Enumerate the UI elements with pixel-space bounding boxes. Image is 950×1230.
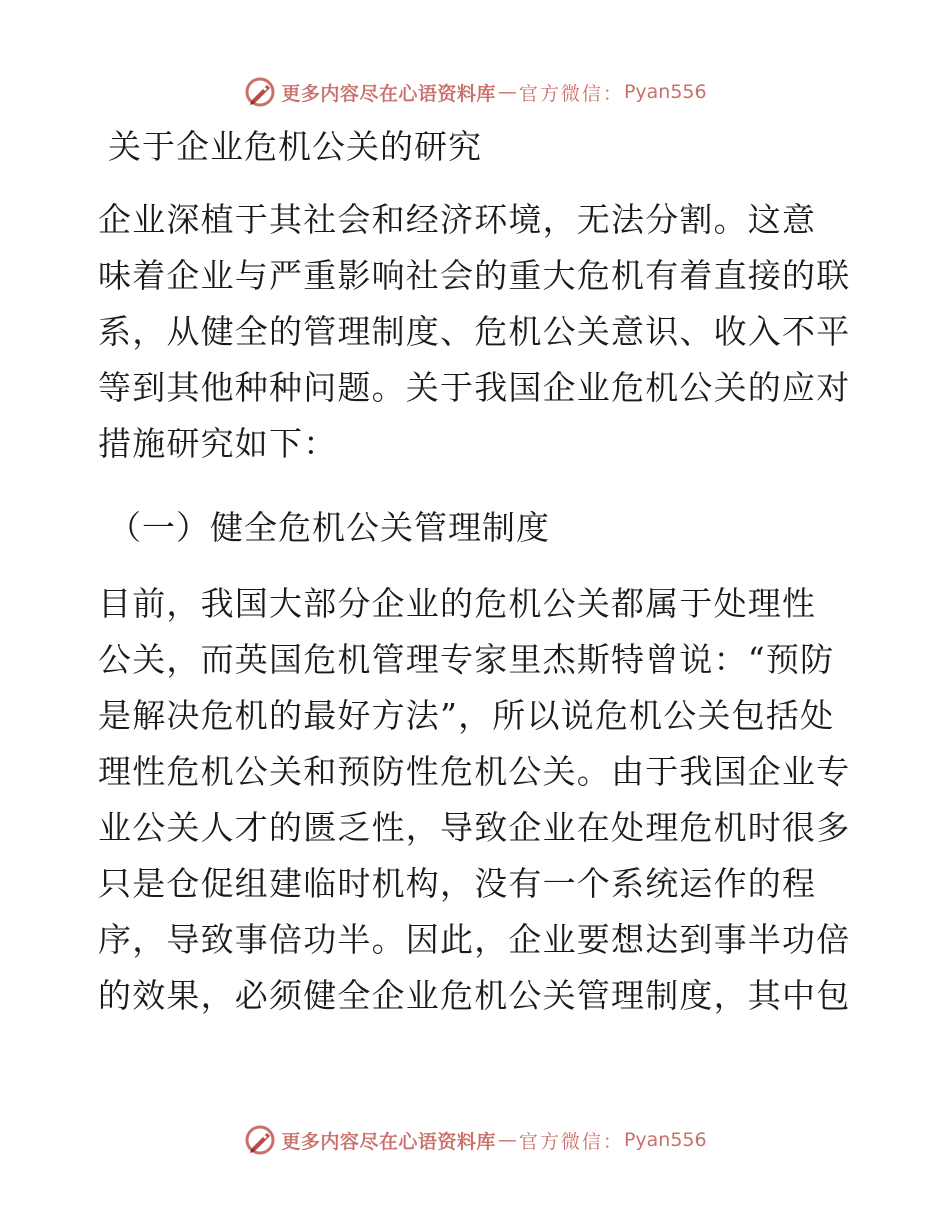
- banner-wechat-label: 官方微信：: [518, 1130, 624, 1153]
- banner-dash: —: [497, 1129, 517, 1151]
- paragraph-line: 序，导致事倍功半。因此，企业要想达到事半功倍: [98, 920, 851, 959]
- pen-logo-icon: [243, 75, 277, 109]
- paragraph-line: 措施研究如下：: [98, 424, 338, 463]
- paragraph-line: 是解决危机的最好方法”，所以说危机公关包括处: [98, 696, 835, 735]
- paragraph-line: 理性危机公关和预防性危机公关。由于我国企业专: [98, 752, 851, 791]
- footer-banner: [0, 1120, 950, 1160]
- intro-paragraph: [98, 192, 858, 472]
- header-banner: [0, 72, 950, 112]
- paragraph-line: 只是仓促组建临时机构，没有一个系统运作的程: [98, 864, 817, 903]
- banner-brand-text: 更多内容尽在心语资料库: [281, 82, 496, 105]
- paragraph-line: 的效果，必须健全企业危机公关管理制度，其中包: [98, 976, 851, 1015]
- body-paragraph: [98, 576, 858, 1024]
- banner-wechat-label: 官方微信：: [518, 82, 624, 105]
- paragraph-line: 企业深植于其社会和经济环境，无法分割。这意: [98, 200, 817, 239]
- banner-wechat-id: Pyan556: [623, 1129, 707, 1151]
- banner-dash: —: [497, 81, 517, 103]
- paragraph-line: 系，从健全的管理制度、危机公关意识、收入不平: [98, 312, 851, 351]
- pen-logo-icon: [243, 1123, 277, 1157]
- banner-wechat-id: Pyan556: [623, 81, 707, 103]
- paragraph-line: 业公关人才的匮乏性，导致企业在处理危机时很多: [98, 808, 851, 847]
- paragraph-line: 目前，我国大部分企业的危机公关都属于处理性: [98, 584, 817, 623]
- banner-brand-text: 更多内容尽在心语资料库: [281, 1130, 496, 1153]
- section-heading: （一）健全危机公关管理制度: [108, 508, 550, 547]
- paragraph-line: 等到其他种种问题。关于我国企业危机公关的应对: [98, 368, 851, 407]
- paragraph-line: 味着企业与严重影响社会的重大危机有着直接的联: [98, 256, 851, 295]
- paragraph-line: 公关，而英国危机管理专家里杰斯特曾说：“预防: [98, 640, 835, 679]
- document-title: 关于企业危机公关的研究: [108, 127, 482, 166]
